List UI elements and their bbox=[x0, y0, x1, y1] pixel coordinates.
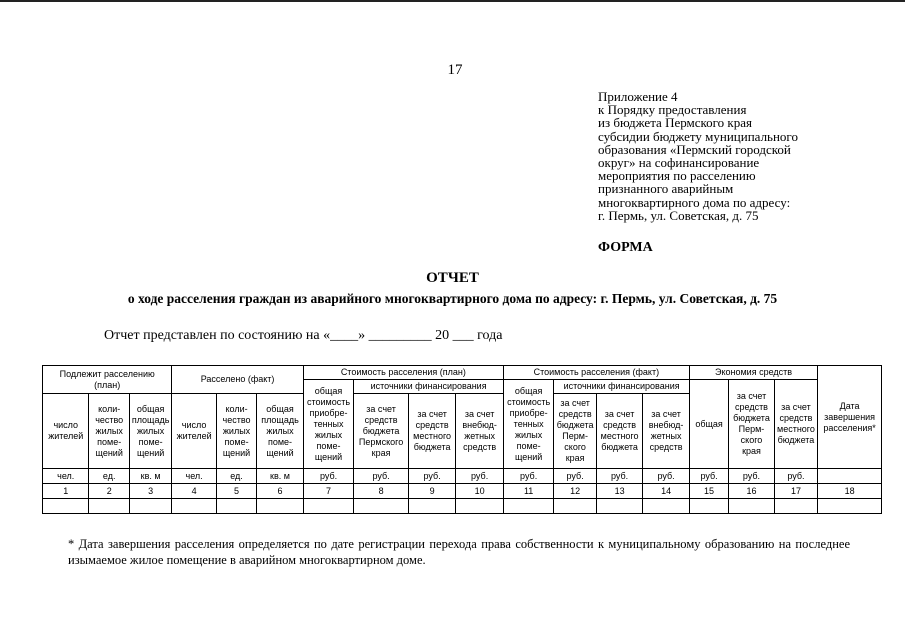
column-number: 10 bbox=[456, 484, 504, 499]
appendix-line: к Порядку предоставления bbox=[598, 102, 747, 118]
header-residents-plan: число жителей bbox=[43, 394, 89, 469]
header-residents-fact: число жителей bbox=[172, 394, 216, 469]
header-plan-regional: за счет средств бюджета Пермского края bbox=[354, 394, 409, 469]
report-table bbox=[42, 365, 882, 514]
unit-cell: руб. bbox=[643, 469, 690, 484]
report-date-line: Отчет представлен по состоянию на «____» _________ 20 ___ года bbox=[104, 328, 503, 343]
unit-cell: руб. bbox=[689, 469, 728, 484]
unit-cell: чел. bbox=[43, 469, 89, 484]
appendix-line: из бюджета Пермского края bbox=[598, 115, 753, 131]
header-savings-local: за счет средств местного бюджета bbox=[774, 380, 817, 469]
appendix-caption bbox=[598, 90, 898, 222]
page-top-border bbox=[0, 0, 905, 2]
appendix-line: мероприятия по расселению bbox=[598, 168, 756, 184]
column-number: 2 bbox=[89, 484, 129, 499]
unit-cell: руб. bbox=[596, 469, 642, 484]
unit-cell: кв. м bbox=[257, 469, 304, 484]
data-cell bbox=[643, 499, 690, 514]
column-number: 5 bbox=[216, 484, 256, 499]
column-number: 7 bbox=[303, 484, 354, 499]
data-cell bbox=[503, 499, 554, 514]
header-cost-fact: Стоимость расселения (факт) bbox=[503, 366, 689, 380]
unit-cell: ед. bbox=[89, 469, 129, 484]
appendix-line: Приложение 4 bbox=[598, 89, 678, 104]
column-number: 3 bbox=[129, 484, 171, 499]
header-resettled: Расселено (факт) bbox=[172, 366, 303, 394]
header-total-fact: общая стоимость приобре- тенных жилых поме- щений bbox=[503, 380, 554, 469]
header-sources-fact: источники финансирования bbox=[554, 380, 689, 394]
unit-cell: ед. bbox=[216, 469, 256, 484]
column-number: 13 bbox=[596, 484, 642, 499]
header-plan-extrabudget: за счет внебюд- жетных средств bbox=[456, 394, 504, 469]
column-number: 15 bbox=[689, 484, 728, 499]
unit-cell: руб. bbox=[303, 469, 354, 484]
header-savings: Экономия средств bbox=[689, 366, 817, 380]
form-label: ФОРМА bbox=[598, 240, 653, 255]
appendix-line: образования «Пермский городской bbox=[598, 141, 791, 157]
header-fact-extrabudget: за счет внебюд- жетных средств bbox=[643, 394, 690, 469]
column-number: 17 bbox=[774, 484, 817, 499]
data-cell bbox=[408, 499, 456, 514]
footnote: * Дата завершения расселения определяется по дате регистрации перехода права собственности к муниципальному образованию на последнее изымаемое жилое помещение в аварийном многоквартирном доме. bbox=[68, 537, 850, 567]
unit-cell: руб. bbox=[456, 469, 504, 484]
data-cell bbox=[456, 499, 504, 514]
data-cell bbox=[774, 499, 817, 514]
header-fact-regional: за счет средств бюджета Перм- ского края bbox=[554, 394, 596, 469]
column-number: 1 bbox=[43, 484, 89, 499]
column-number: 11 bbox=[503, 484, 554, 499]
data-cell bbox=[257, 499, 304, 514]
data-cell bbox=[172, 499, 216, 514]
column-number: 4 bbox=[172, 484, 216, 499]
unit-cell: руб. bbox=[354, 469, 409, 484]
data-cell bbox=[129, 499, 171, 514]
data-cell bbox=[554, 499, 596, 514]
header-units-plan: коли- чество жилых поме- щений bbox=[89, 394, 129, 469]
data-cell bbox=[303, 499, 354, 514]
header-fact-local: за счет средств местного бюджета bbox=[596, 394, 642, 469]
data-cell bbox=[216, 499, 256, 514]
column-number: 14 bbox=[643, 484, 690, 499]
column-number: 6 bbox=[257, 484, 304, 499]
column-number: 12 bbox=[554, 484, 596, 499]
header-savings-total: общая bbox=[689, 380, 728, 469]
unit-cell: руб. bbox=[408, 469, 456, 484]
data-cell bbox=[818, 499, 882, 514]
column-numbers-row bbox=[43, 484, 882, 499]
column-number: 16 bbox=[729, 484, 774, 499]
column-number: 8 bbox=[354, 484, 409, 499]
appendix-line: субсидии бюджету муниципального bbox=[598, 128, 798, 144]
header-cost-plan: Стоимость расселения (план) bbox=[303, 366, 503, 380]
unit-cell-empty bbox=[818, 469, 882, 484]
page-number: 17 bbox=[447, 62, 463, 78]
appendix-line: многоквартирного дома по адресу: bbox=[598, 194, 791, 210]
data-cell bbox=[43, 499, 89, 514]
header-savings-regional: за счет средств бюджета Перм- ского края bbox=[729, 380, 774, 469]
data-cell bbox=[354, 499, 409, 514]
header-total-plan: общая стоимость приобре- тенных жилых поме- щений bbox=[303, 380, 354, 469]
unit-cell: руб. bbox=[729, 469, 774, 484]
header-completion-date: Дата завершения расселения* bbox=[818, 366, 882, 469]
header-units-fact: коли- чество жилых поме- щений bbox=[216, 394, 256, 469]
header-sources-plan: источники финансирования bbox=[354, 380, 504, 394]
unit-cell: руб. bbox=[774, 469, 817, 484]
appendix-line: признанного аварийным bbox=[598, 181, 734, 197]
report-subtitle: о ходе расселения граждан из аварийного многоквартирного дома по адресу: г. Пермь, ул. Советская, д. 75 bbox=[127, 291, 778, 306]
appendix-line: округ» на софинансирование bbox=[598, 155, 760, 171]
data-cell bbox=[596, 499, 642, 514]
data-cell bbox=[89, 499, 129, 514]
header-area-fact: общая площадь жилых поме- щений bbox=[257, 394, 304, 469]
unit-cell: чел. bbox=[172, 469, 216, 484]
header-planned: Подлежит расселению (план) bbox=[43, 366, 172, 394]
header-area-plan: общая площадь жилых поме- щений bbox=[129, 394, 171, 469]
header-plan-local: за счет средств местного бюджета bbox=[408, 394, 456, 469]
data-cell bbox=[689, 499, 728, 514]
column-number: 18 bbox=[818, 484, 882, 499]
unit-cell: руб. bbox=[554, 469, 596, 484]
report-title: ОТЧЕТ bbox=[426, 270, 479, 286]
data-entry-row bbox=[43, 499, 882, 514]
appendix-line: г. Пермь, ул. Советская, д. 75 bbox=[598, 207, 759, 223]
units-row bbox=[43, 469, 882, 484]
data-cell bbox=[729, 499, 774, 514]
unit-cell: руб. bbox=[503, 469, 554, 484]
column-number: 9 bbox=[408, 484, 456, 499]
unit-cell: кв. м bbox=[129, 469, 171, 484]
